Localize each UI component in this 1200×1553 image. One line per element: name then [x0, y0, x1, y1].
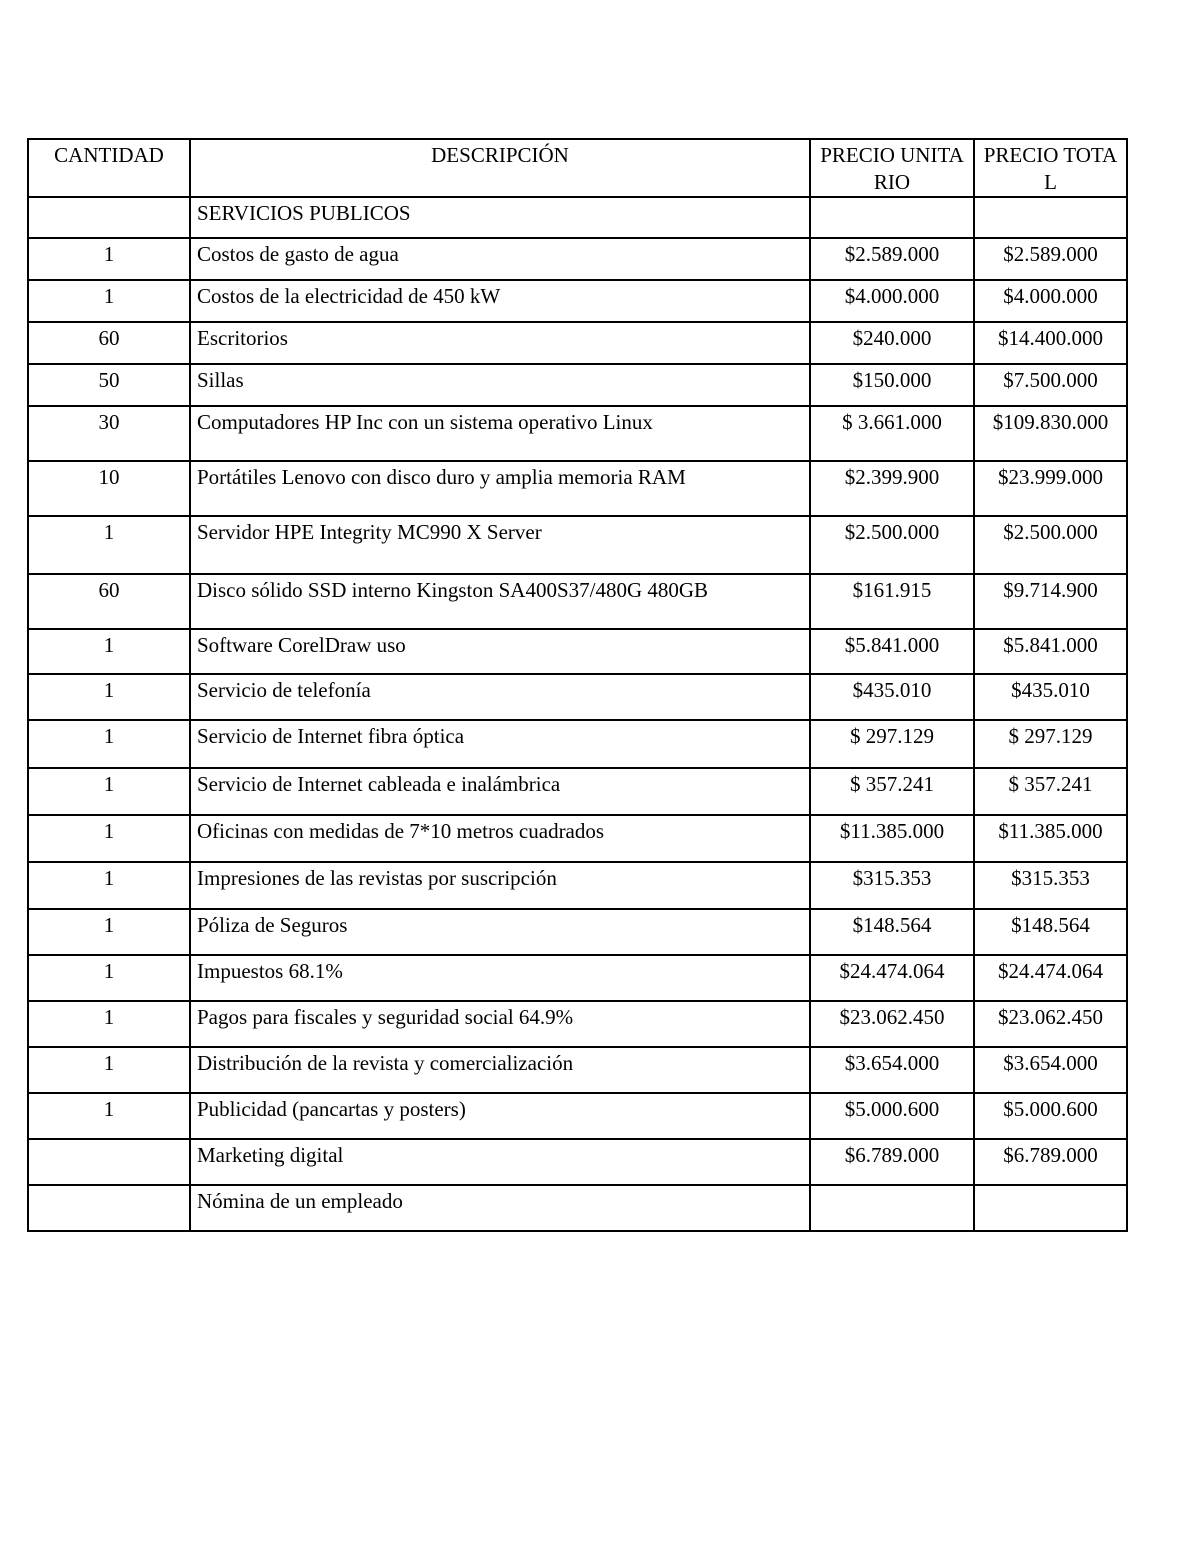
- cell-precio-unitario: $5.000.600: [810, 1093, 974, 1139]
- table-row: [28, 197, 1127, 238]
- cell-cantidad: 1: [28, 768, 190, 815]
- cell-descripcion: Escritorios: [190, 322, 810, 364]
- cell-descripcion: Servicio de Internet fibra óptica: [190, 720, 810, 768]
- cell-precio-unitario: $435.010: [810, 674, 974, 720]
- cell-precio-unitario: $5.841.000: [810, 629, 974, 674]
- cell-precio-total: $4.000.000: [974, 280, 1127, 322]
- cell-cantidad: [28, 197, 190, 238]
- table-row: [28, 461, 1127, 516]
- table-row: [28, 768, 1127, 815]
- cell-descripcion: Póliza de Seguros: [190, 909, 810, 955]
- cell-precio-total: $5.000.600: [974, 1093, 1127, 1139]
- cell-precio-unitario: $11.385.000: [810, 815, 974, 862]
- cell-precio-unitario: $23.062.450: [810, 1001, 974, 1047]
- cell-precio-unitario: $240.000: [810, 322, 974, 364]
- cell-cantidad: 1: [28, 629, 190, 674]
- cell-descripcion: Publicidad (pancartas y posters): [190, 1093, 810, 1139]
- cell-precio-unitario: $161.915: [810, 574, 974, 629]
- cell-precio-total: $ 357.241: [974, 768, 1127, 815]
- cell-precio-total: $9.714.900: [974, 574, 1127, 629]
- cell-precio-total: [974, 197, 1127, 238]
- cell-cantidad: 1: [28, 516, 190, 574]
- header-cantidad: CANTIDAD: [28, 139, 190, 197]
- cell-precio-total: $5.841.000: [974, 629, 1127, 674]
- table-row: [28, 674, 1127, 720]
- cell-cantidad: 30: [28, 406, 190, 461]
- cell-precio-unitario: $4.000.000: [810, 280, 974, 322]
- cell-cantidad: 1: [28, 862, 190, 909]
- cell-cantidad: 1: [28, 909, 190, 955]
- cell-descripcion: Servicio de telefonía: [190, 674, 810, 720]
- cell-cantidad: 1: [28, 674, 190, 720]
- table-row: [28, 1139, 1127, 1185]
- cell-cantidad: 50: [28, 364, 190, 406]
- table-row: [28, 238, 1127, 280]
- table-row: [28, 862, 1127, 909]
- cell-precio-total: [974, 1185, 1127, 1231]
- cell-cantidad: 1: [28, 238, 190, 280]
- table-row: [28, 364, 1127, 406]
- cell-precio-unitario: $6.789.000: [810, 1139, 974, 1185]
- table-row: [28, 406, 1127, 461]
- cell-precio-unitario: $150.000: [810, 364, 974, 406]
- cell-descripcion: Marketing digital: [190, 1139, 810, 1185]
- cell-precio-total: $2.589.000: [974, 238, 1127, 280]
- cell-descripcion: Impuestos 68.1%: [190, 955, 810, 1001]
- cell-cantidad: 1: [28, 815, 190, 862]
- table-row: [28, 1185, 1127, 1231]
- table-row: [28, 516, 1127, 574]
- table-row: [28, 322, 1127, 364]
- cell-descripcion: Impresiones de las revistas por suscripción: [190, 862, 810, 909]
- table-row: [28, 574, 1127, 629]
- cell-precio-total: $14.400.000: [974, 322, 1127, 364]
- cell-cantidad: 1: [28, 720, 190, 768]
- cell-precio-total: $7.500.000: [974, 364, 1127, 406]
- cell-precio-unitario: [810, 1185, 974, 1231]
- cell-precio-unitario: $ 297.129: [810, 720, 974, 768]
- table-row: [28, 955, 1127, 1001]
- cell-precio-total: $6.789.000: [974, 1139, 1127, 1185]
- table-row: [28, 1093, 1127, 1139]
- cell-cantidad: 1: [28, 1093, 190, 1139]
- cell-descripcion: Oficinas con medidas de 7*10 metros cuadrados: [190, 815, 810, 862]
- cell-descripcion: Computadores HP Inc con un sistema operativo Linux: [190, 406, 810, 461]
- cell-cantidad: 1: [28, 1001, 190, 1047]
- cell-precio-unitario: $ 3.661.000: [810, 406, 974, 461]
- cell-precio-unitario: $2.589.000: [810, 238, 974, 280]
- cell-precio-total: $11.385.000: [974, 815, 1127, 862]
- cell-descripcion: Distribución de la revista y comercialización: [190, 1047, 810, 1093]
- cell-descripcion: Servicio de Internet cableada e inalámbrica: [190, 768, 810, 815]
- cell-cantidad: [28, 1185, 190, 1231]
- table-row: [28, 1001, 1127, 1047]
- cell-descripcion: Servidor HPE Integrity MC990 X Server: [190, 516, 810, 574]
- cell-cantidad: 1: [28, 955, 190, 1001]
- cell-precio-total: $24.474.064: [974, 955, 1127, 1001]
- header-descripcion: DESCRIPCIÓN: [190, 139, 810, 197]
- cell-cantidad: 60: [28, 574, 190, 629]
- cell-precio-unitario: $315.353: [810, 862, 974, 909]
- table-row: [28, 815, 1127, 862]
- cell-cantidad: 60: [28, 322, 190, 364]
- cell-precio-total: $23.999.000: [974, 461, 1127, 516]
- header-row: [28, 139, 1127, 197]
- cell-descripcion: Costos de la electricidad de 450 kW: [190, 280, 810, 322]
- cell-descripcion: Portátiles Lenovo con disco duro y amplia memoria RAM: [190, 461, 810, 516]
- cell-precio-total: $23.062.450: [974, 1001, 1127, 1047]
- cell-precio-unitario: $2.500.000: [810, 516, 974, 574]
- cell-precio-unitario: $148.564: [810, 909, 974, 955]
- budget-table: [27, 138, 1128, 1232]
- table-row: [28, 909, 1127, 955]
- table-row: [28, 720, 1127, 768]
- cell-precio-total: $148.564: [974, 909, 1127, 955]
- cell-cantidad: 10: [28, 461, 190, 516]
- cell-precio-total: $ 297.129: [974, 720, 1127, 768]
- cell-precio-total: $435.010: [974, 674, 1127, 720]
- cell-descripcion: Nómina de un empleado: [190, 1185, 810, 1231]
- cell-precio-unitario: $2.399.900: [810, 461, 974, 516]
- cell-descripcion: Disco sólido SSD interno Kingston SA400S37/480G 480GB: [190, 574, 810, 629]
- cell-descripcion: Sillas: [190, 364, 810, 406]
- cell-precio-total: $3.654.000: [974, 1047, 1127, 1093]
- header-precio-unitario: PRECIO UNITARIO: [810, 139, 974, 197]
- cell-cantidad: 1: [28, 1047, 190, 1093]
- table-row: [28, 280, 1127, 322]
- cell-precio-total: $109.830.000: [974, 406, 1127, 461]
- cell-precio-total: $315.353: [974, 862, 1127, 909]
- cell-descripcion: Pagos para fiscales y seguridad social 64.9%: [190, 1001, 810, 1047]
- cell-cantidad: 1: [28, 280, 190, 322]
- cell-precio-total: $2.500.000: [974, 516, 1127, 574]
- cell-descripcion: Costos de gasto de agua: [190, 238, 810, 280]
- header-precio-total: PRECIO TOTAL: [974, 139, 1127, 197]
- cell-descripcion: Software CorelDraw uso: [190, 629, 810, 674]
- cell-precio-unitario: $ 357.241: [810, 768, 974, 815]
- table-row: [28, 1047, 1127, 1093]
- cell-descripcion: SERVICIOS PUBLICOS: [190, 197, 810, 238]
- table-row: [28, 629, 1127, 674]
- cell-cantidad: [28, 1139, 190, 1185]
- cell-precio-unitario: $24.474.064: [810, 955, 974, 1001]
- cell-precio-unitario: $3.654.000: [810, 1047, 974, 1093]
- cell-precio-unitario: [810, 197, 974, 238]
